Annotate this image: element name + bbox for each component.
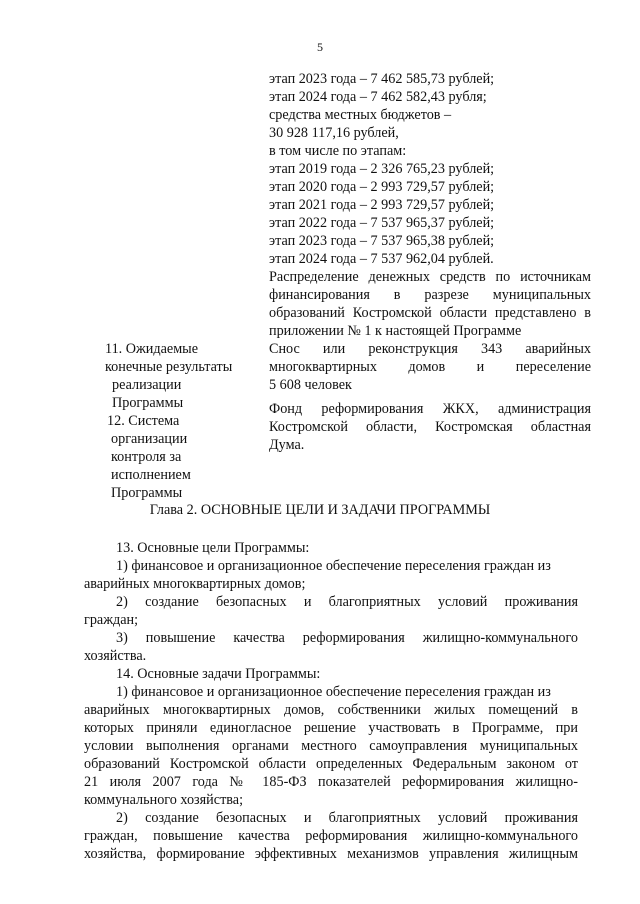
item11-label-line: 11. Ожидаемые — [105, 341, 199, 357]
item11-value-line: Снос или реконструкция 343 аварийных — [269, 341, 591, 357]
item12-label-line: Программы — [111, 485, 183, 501]
item12-label-line: 12. Система — [107, 413, 180, 429]
body-line: 2) создание безопасных и благоприятных условий проживания — [116, 810, 578, 826]
body-line: хозяйства. — [84, 648, 147, 664]
item12-value-line: Фонд реформирования ЖКХ, администрация — [269, 401, 591, 417]
page-number: 5 — [317, 40, 323, 54]
body-line: аварийных многоквартирных домов; — [84, 576, 306, 592]
body-line: 14. Основные задачи Программы: — [116, 666, 321, 682]
body-line: 21 июля 2007 года № 185-ФЗ показателей реформирования жилищно- — [84, 774, 578, 790]
body-line: которых приняли единогласное решение участвовать в Программе, при — [84, 720, 578, 736]
item11-label-line: Программы — [112, 395, 184, 411]
body-line: 1) финансовое и организационное обеспечение переселения граждан из — [116, 558, 551, 574]
item12-label-line: исполнением — [111, 467, 191, 483]
item12-value-line: Костромской области, Костромская областная — [269, 419, 591, 435]
funding-line: этап 2024 года – 7 462 582,43 рубля; — [269, 89, 487, 105]
funding-line: в том числе по этапам: — [269, 143, 407, 159]
item11-value-line: 5 608 человек — [269, 377, 352, 393]
item11-label-line: конечные результаты — [105, 359, 233, 375]
funding-line: этап 2019 года – 2 326 765,23 рублей; — [269, 161, 495, 177]
body-line: 2) создание безопасных и благоприятных условий проживания — [116, 594, 578, 610]
body-line: условии выполнения органами местного самоуправления муниципальных — [84, 738, 578, 754]
body-line: коммунального хозяйства; — [84, 792, 244, 808]
funding-line: этап 2023 года – 7 462 585,73 рублей; — [269, 71, 495, 87]
funding-line: 30 928 117,16 рублей, — [269, 125, 399, 141]
item12-value-line: Дума. — [269, 437, 305, 453]
body-line: 1) финансовое и организационное обеспечение переселения граждан из — [116, 684, 551, 700]
funding-line: этап 2021 года – 2 993 729,57 рублей; — [269, 197, 495, 213]
body-line: хозяйства, формирование эффективных механизмов управления жилищным — [84, 846, 578, 862]
funding-line: этап 2023 года – 7 537 965,38 рублей; — [269, 233, 495, 249]
funding-line: этап 2020 года – 2 993 729,57 рублей; — [269, 179, 495, 195]
body-line: аварийных многоквартирных домов, собственники жилых помещений в — [84, 702, 578, 718]
body-line: 3) повышение качества реформирования жилищно-коммунального — [116, 630, 578, 646]
item11-value-line: многоквартирных домов и переселение — [269, 359, 591, 375]
distribution-line: образований Костромской области представлено в — [269, 305, 591, 321]
item11-label-line: реализации — [112, 377, 182, 393]
item12-label-line: контроля за — [111, 449, 182, 465]
funding-line: этап 2024 года – 7 537 962,04 рублей. — [269, 251, 494, 267]
body-line: 13. Основные цели Программы: — [116, 540, 310, 556]
distribution-line: финансирования в разрезе муниципальных — [269, 287, 591, 303]
distribution-line: приложении № 1 к настоящей Программе — [269, 323, 522, 339]
body-line: граждан; — [84, 612, 139, 628]
distribution-line: Распределение денежных средств по источникам — [269, 269, 591, 285]
funding-line: этап 2022 года – 7 537 965,37 рублей; — [269, 215, 495, 231]
body-line: граждан, повышение качества реформирования жилищно-коммунального — [84, 828, 578, 844]
body-line: образований Костромской области определенных Федеральным законом от — [84, 756, 578, 772]
item12-label-line: организации — [111, 431, 188, 447]
funding-line: средства местных бюджетов – — [269, 107, 452, 123]
chapter-heading: Глава 2. ОСНОВНЫЕ ЦЕЛИ И ЗАДАЧИ ПРОГРАММЫ — [149, 502, 491, 518]
